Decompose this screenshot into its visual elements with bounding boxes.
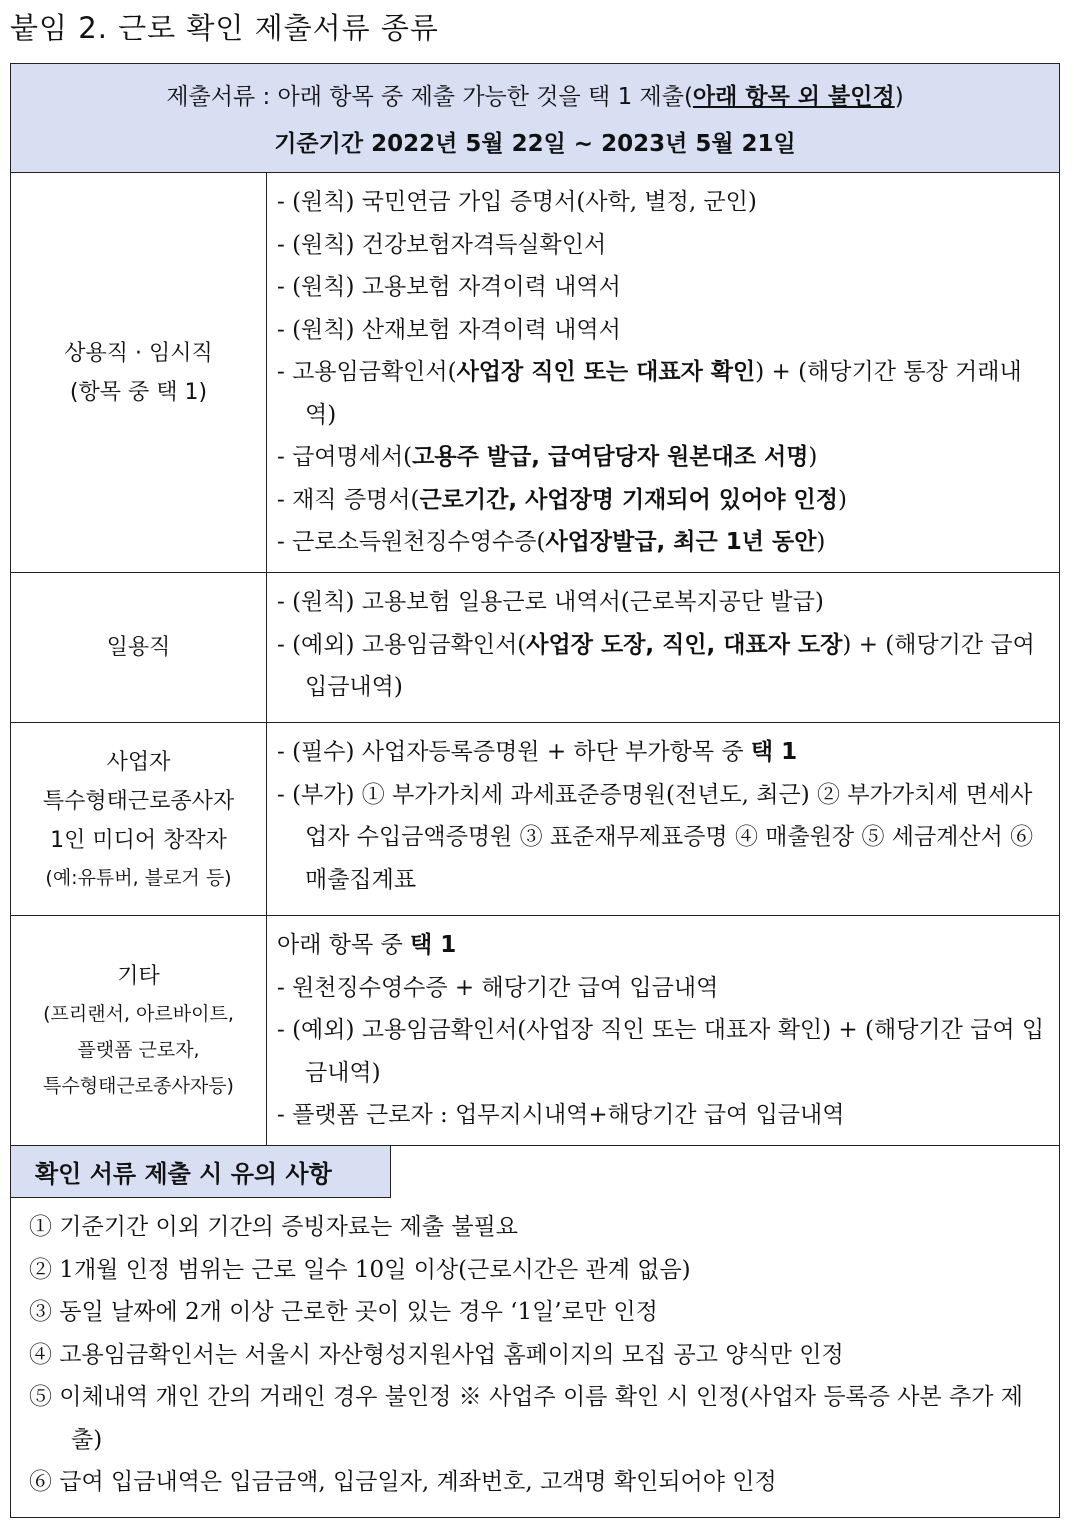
note-item: ② 1개월 인정 범위는 근로 일수 10일 이상(근로시간은 관계 없음): [29, 1256, 691, 1283]
document-item: [277, 436, 1049, 479]
item-text: ) + (해당기간 통장 거래내역): [305, 359, 1022, 428]
note-item: ⑥ 급여 입금내역은 입금금액, 입금일자, 계좌번호, 고객명 확인되어야 인정: [29, 1469, 777, 1495]
document-item: [277, 479, 1049, 522]
table-row-daily: [11, 573, 1059, 723]
item-text: - (예외) 고용임금확인서(: [277, 631, 527, 658]
category-cell: [11, 723, 267, 915]
document-item: [277, 581, 1049, 624]
item-text: ): [808, 444, 818, 470]
item-text: - (예외) 고용임금확인서(사업장 직인 또는 대표자 확인) + (해당기간 급여 입금내역): [277, 1017, 1045, 1086]
item-text: - (원칙) 건강보험자격득실확인서: [277, 231, 607, 258]
emphasized-text: 사업장 직인 또는 대표자 확인: [456, 359, 756, 385]
header-instruction: [11, 64, 1059, 111]
notes-list: [11, 1198, 1059, 1504]
item-text: - (원칙) 국민연금 가입 증명서(사학, 별정, 군인): [277, 189, 757, 215]
document-item: [277, 224, 1049, 267]
category-label: 특수형태근로종사자등): [43, 1075, 234, 1097]
document-item: [277, 181, 1049, 224]
document-item: [277, 774, 1049, 902]
item-text: 아래 항목 중: [277, 932, 411, 958]
document-item: [277, 1094, 1049, 1137]
note-item: ③ 동일 날짜에 2개 이상 근로한 곳이 있는 경우 ‘1일’로만 인정: [29, 1299, 658, 1325]
item-text: - (원칙) 고용보험 일용근로 내역서(근로복지공단 발급): [277, 589, 824, 615]
category-label: 사업자: [106, 749, 171, 775]
table-row-business-owner: [11, 723, 1059, 916]
item-text: - 급여명세서(: [277, 444, 413, 470]
table-row-regular-temporary: [11, 173, 1059, 573]
item-text: - 근로소득원천징수영수증(: [277, 529, 546, 555]
document-item: [277, 521, 1049, 564]
emphasized-text: 근로기간, 사업장명 기재되어 있어야 인정: [419, 486, 838, 513]
header-instruction-close: ): [894, 84, 904, 110]
document-item: [277, 1009, 1049, 1094]
item-text: - 원천징수영수증 + 해당기간 급여 입금내역: [277, 974, 719, 1001]
item-text: ) + (해당기간 급여 입금내역): [305, 631, 1035, 700]
category-cell: [11, 573, 267, 722]
category-cell: [11, 916, 267, 1145]
document-item: [277, 731, 1049, 774]
item-text: - 플랫폼 근로자 : 업무지시내역+해당기간 급여 입금내역: [277, 1102, 845, 1128]
document-item: [277, 309, 1049, 352]
category-label: (항목 중 택 1): [69, 379, 208, 405]
category-label: 상용직 · 임시직: [64, 340, 213, 366]
category-label: (프리랜서, 아르바이트,: [43, 1003, 234, 1025]
category-label: 1인 미디어 창작자: [50, 827, 227, 853]
emphasized-text: 고용주 발급, 급여담당자 원본대조 서명: [412, 444, 809, 470]
item-text: ): [816, 529, 826, 555]
notes-heading: 확인 서류 제출 시 유의 사항: [11, 1146, 391, 1198]
table-header: [11, 64, 1059, 173]
document-title: 붙임 2. 근로 확인 제출서류 종류: [10, 11, 439, 45]
header-not-accepted-note: 아래 항목 외 불인정: [692, 84, 895, 110]
emphasized-text: 택 1: [750, 739, 798, 765]
category-label: 기타: [117, 964, 160, 989]
note-item: ① 기준기간 이외 기간의 증빙자료는 제출 불필요: [29, 1214, 519, 1240]
category-label: 플랫폼 근로자,: [77, 1039, 200, 1061]
item-text: - (원칙) 산재보험 자격이력 내역서: [277, 316, 621, 343]
submission-documents-table: [10, 63, 1060, 1518]
table-row-other: [11, 916, 1059, 1146]
item-text: - 재직 증명서(: [277, 486, 420, 513]
emphasized-text: 택 1: [410, 932, 457, 958]
document-item: [277, 624, 1049, 709]
category-cell: [11, 173, 267, 572]
document-item: [277, 967, 1049, 1010]
item-text: - (필수) 사업자등록증명원 + 하단 부가항목 중: [277, 739, 751, 765]
category-label: (예:유튜버, 블로거 등): [45, 866, 232, 889]
document-item: [277, 266, 1049, 309]
documents-cell: [267, 916, 1059, 1145]
document-item: [277, 924, 1049, 967]
item-text: - (원칙) 고용보험 자격이력 내역서: [277, 274, 621, 300]
category-label: 일용직: [106, 635, 171, 660]
documents-cell: [267, 723, 1059, 915]
document-item: [277, 351, 1049, 436]
category-label: 특수형태근로종사자: [42, 788, 235, 814]
header-instruction-text: 제출서류 : 아래 항목 중 제출 가능한 것을 택 1 제출(: [166, 84, 693, 110]
emphasized-text: 사업장 도장, 직인, 대표자 도장: [526, 631, 843, 658]
note-item: ④ 고용임금확인서는 서울시 자산형성지원사업 홈페이지의 모집 공고 양식만 인정: [29, 1341, 844, 1368]
item-text: - (부가) ① 부가가치세 과세표준증명원(전년도, 최근) ② 부가가치세 면세사업자 수입금액증명원 ③ 표준재무제표증명 ④ 매출원장 ⑤ 세금계산서 ⑥ 매출집계표: [277, 781, 1034, 893]
item-text: ): [837, 486, 847, 513]
item-text: - 고용임금확인서(: [277, 359, 457, 385]
documents-cell: [267, 173, 1059, 572]
documents-cell: [267, 573, 1059, 722]
reference-period: 기준기간 2022년 5월 22일 ~ 2023년 5월 21일: [274, 131, 796, 157]
emphasized-text: 사업장발급, 최근 1년 동안: [545, 529, 817, 555]
note-item: ⑤ 이체내역 개인 간의 거래인 경우 불인정 ※ 사업주 이름 확인 시 인정(사업자 등록증 사본 추가 제출): [29, 1384, 1024, 1453]
